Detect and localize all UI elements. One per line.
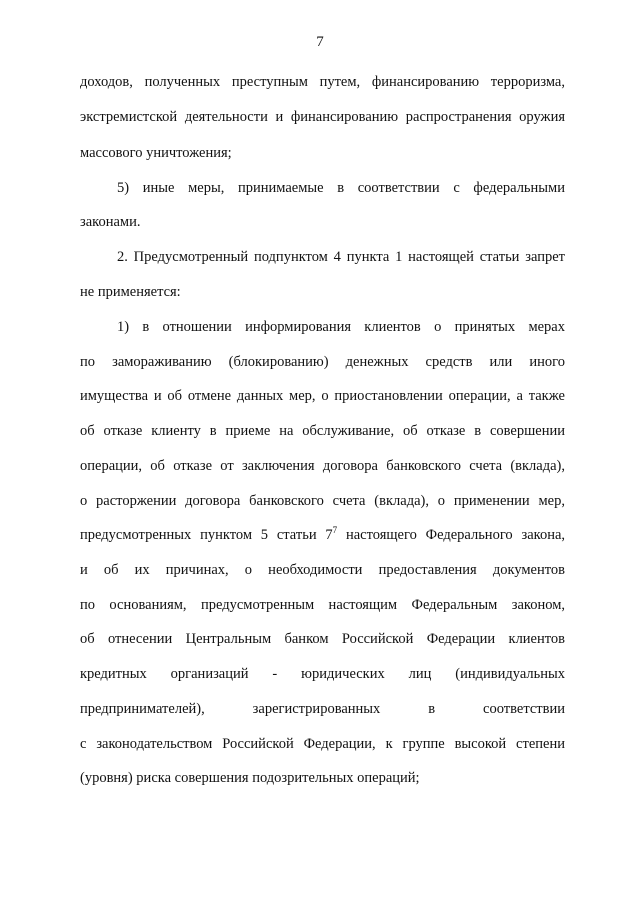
article-ref-after: настоящего Федерального закона, <box>337 527 566 543</box>
text-line: 1) в отношении информирования клиентов о принятых мерах <box>117 319 565 335</box>
article-ref-superscript: 7 <box>332 525 338 535</box>
text-line: доходов, полученных преступным путем, финансированию терроризма, <box>80 74 565 90</box>
text-line: 5) иные меры, принимаемые в соответствии с федеральными <box>117 180 565 196</box>
article-ref-before: предусмотренных пунктом 5 статьи 7 <box>80 527 333 543</box>
text-line: операции, об отказе от заключения договора банковского счета (вклада), <box>80 458 565 474</box>
text-line: кредитных организаций - юридических лиц (индивидуальных <box>80 666 565 682</box>
text-line: и об их причинах, о необходимости предоставления документов <box>80 562 565 578</box>
text-line: 2. Предусмотренный подпунктом 4 пункта 1 настоящей статьи запрет <box>117 249 565 265</box>
text-line: об отказе клиенту в приеме на обслуживание, об отказе в совершении <box>80 423 565 439</box>
text-line: с законодательством Российской Федерации, к группе высокой степени <box>80 736 565 752</box>
text-line: законами. <box>80 214 141 230</box>
text-line: не применяется: <box>80 284 181 300</box>
text-line: об отнесении Центральным банком Российской Федерации клиентов <box>80 631 565 647</box>
text-line: (уровня) риска совершения подозрительных операций; <box>80 770 420 786</box>
text-line: предпринимателей), зарегистрированных в соответствии <box>80 701 565 717</box>
text-line: по основаниям, предусмотренным настоящим Федеральным законом, <box>80 597 565 613</box>
text-line: о расторжении договора банковского счета (вклада), о применении мер, <box>80 493 565 509</box>
text-line-article-ref <box>80 526 565 544</box>
text-line: экстремистской деятельности и финансированию распространения оружия <box>80 109 565 125</box>
page-number: 7 <box>316 34 324 50</box>
text-line: массового уничтожения; <box>80 145 232 161</box>
text-line: по замораживанию (блокированию) денежных средств или иного <box>80 354 565 370</box>
text-line: имущества и об отмене данных мер, о приостановлении операции, а также <box>80 388 565 404</box>
